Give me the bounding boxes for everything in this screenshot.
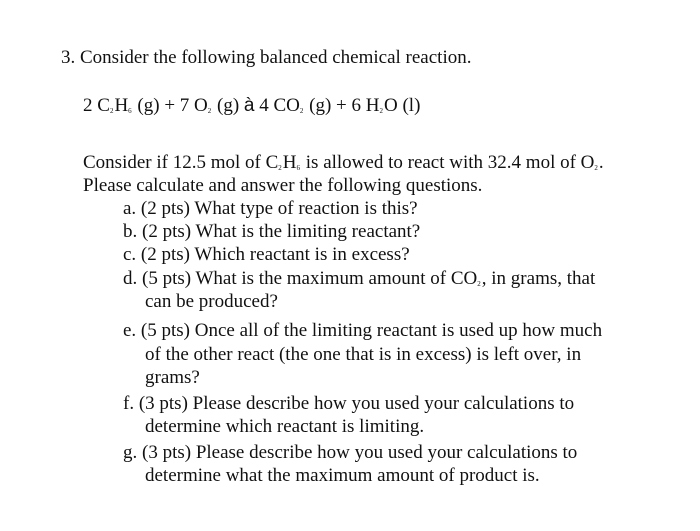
given-text: . — [598, 152, 604, 173]
item-e-line-3: grams? — [145, 367, 200, 388]
item-d-text: d. (5 pts) What is the maximum amount of CO — [123, 268, 478, 289]
reaction-arrow-glyph: à — [243, 95, 255, 116]
question-number: 3. — [61, 47, 76, 68]
given-text: is allowed to react with 32.4 mol of O — [301, 152, 595, 173]
item-d-line-2: can be produced? — [145, 291, 278, 312]
item-a: a. (2 pts) What type of reaction is this? — [123, 198, 418, 219]
equation-text: (g) — [212, 95, 244, 116]
equation-text: O (l) — [384, 95, 421, 116]
item-b: b. (2 pts) What is the limiting reactant? — [123, 221, 421, 242]
subscript: 2 — [299, 107, 304, 115]
item-g-line-1: g. (3 pts) Please describe how you used your calculations to — [123, 442, 578, 463]
equation-text: (g) + 6 H — [304, 95, 380, 116]
item-d-text: , in grams, that — [481, 268, 596, 289]
item-f-line-2: determine which reactant is limiting. — [145, 416, 425, 437]
subscript: 6 — [128, 107, 132, 115]
equation-text: H — [114, 95, 129, 116]
item-f-line-1: f. (3 pts) Please describe how you used your calculations to — [123, 393, 575, 414]
subscript: 2 — [379, 107, 383, 115]
equation-text: (g) + 7 O — [132, 95, 208, 116]
subscript: 2 — [594, 164, 598, 172]
question-heading — [61, 46, 471, 69]
balanced-equation — [83, 94, 420, 123]
item-e-line-2: of the other react (the one that is in excess) is left over, in — [145, 344, 582, 365]
given-text: Consider if 12.5 mol of C — [83, 152, 279, 173]
subscript: 2 — [207, 107, 212, 115]
subscript: 6 — [296, 164, 301, 172]
question-intro: Consider the following balanced chemical reaction. — [80, 47, 472, 68]
subscript: 2 — [278, 164, 282, 172]
instructions: Please calculate and answer the following questions. — [83, 175, 483, 196]
item-g-line-2: determine what the maximum amount of product is. — [145, 465, 540, 486]
item-c: c. (2 pts) Which reactant is in excess? — [123, 244, 410, 265]
equation-text: 4 CO — [254, 95, 300, 116]
subscript: 2 — [109, 107, 114, 115]
subscript: 2 — [477, 280, 481, 288]
given-text: H — [282, 152, 297, 173]
equation-text: 2 C — [83, 95, 110, 116]
item-e-line-1: e. (5 pts) Once all of the limiting reactant is used up how much — [123, 320, 603, 341]
